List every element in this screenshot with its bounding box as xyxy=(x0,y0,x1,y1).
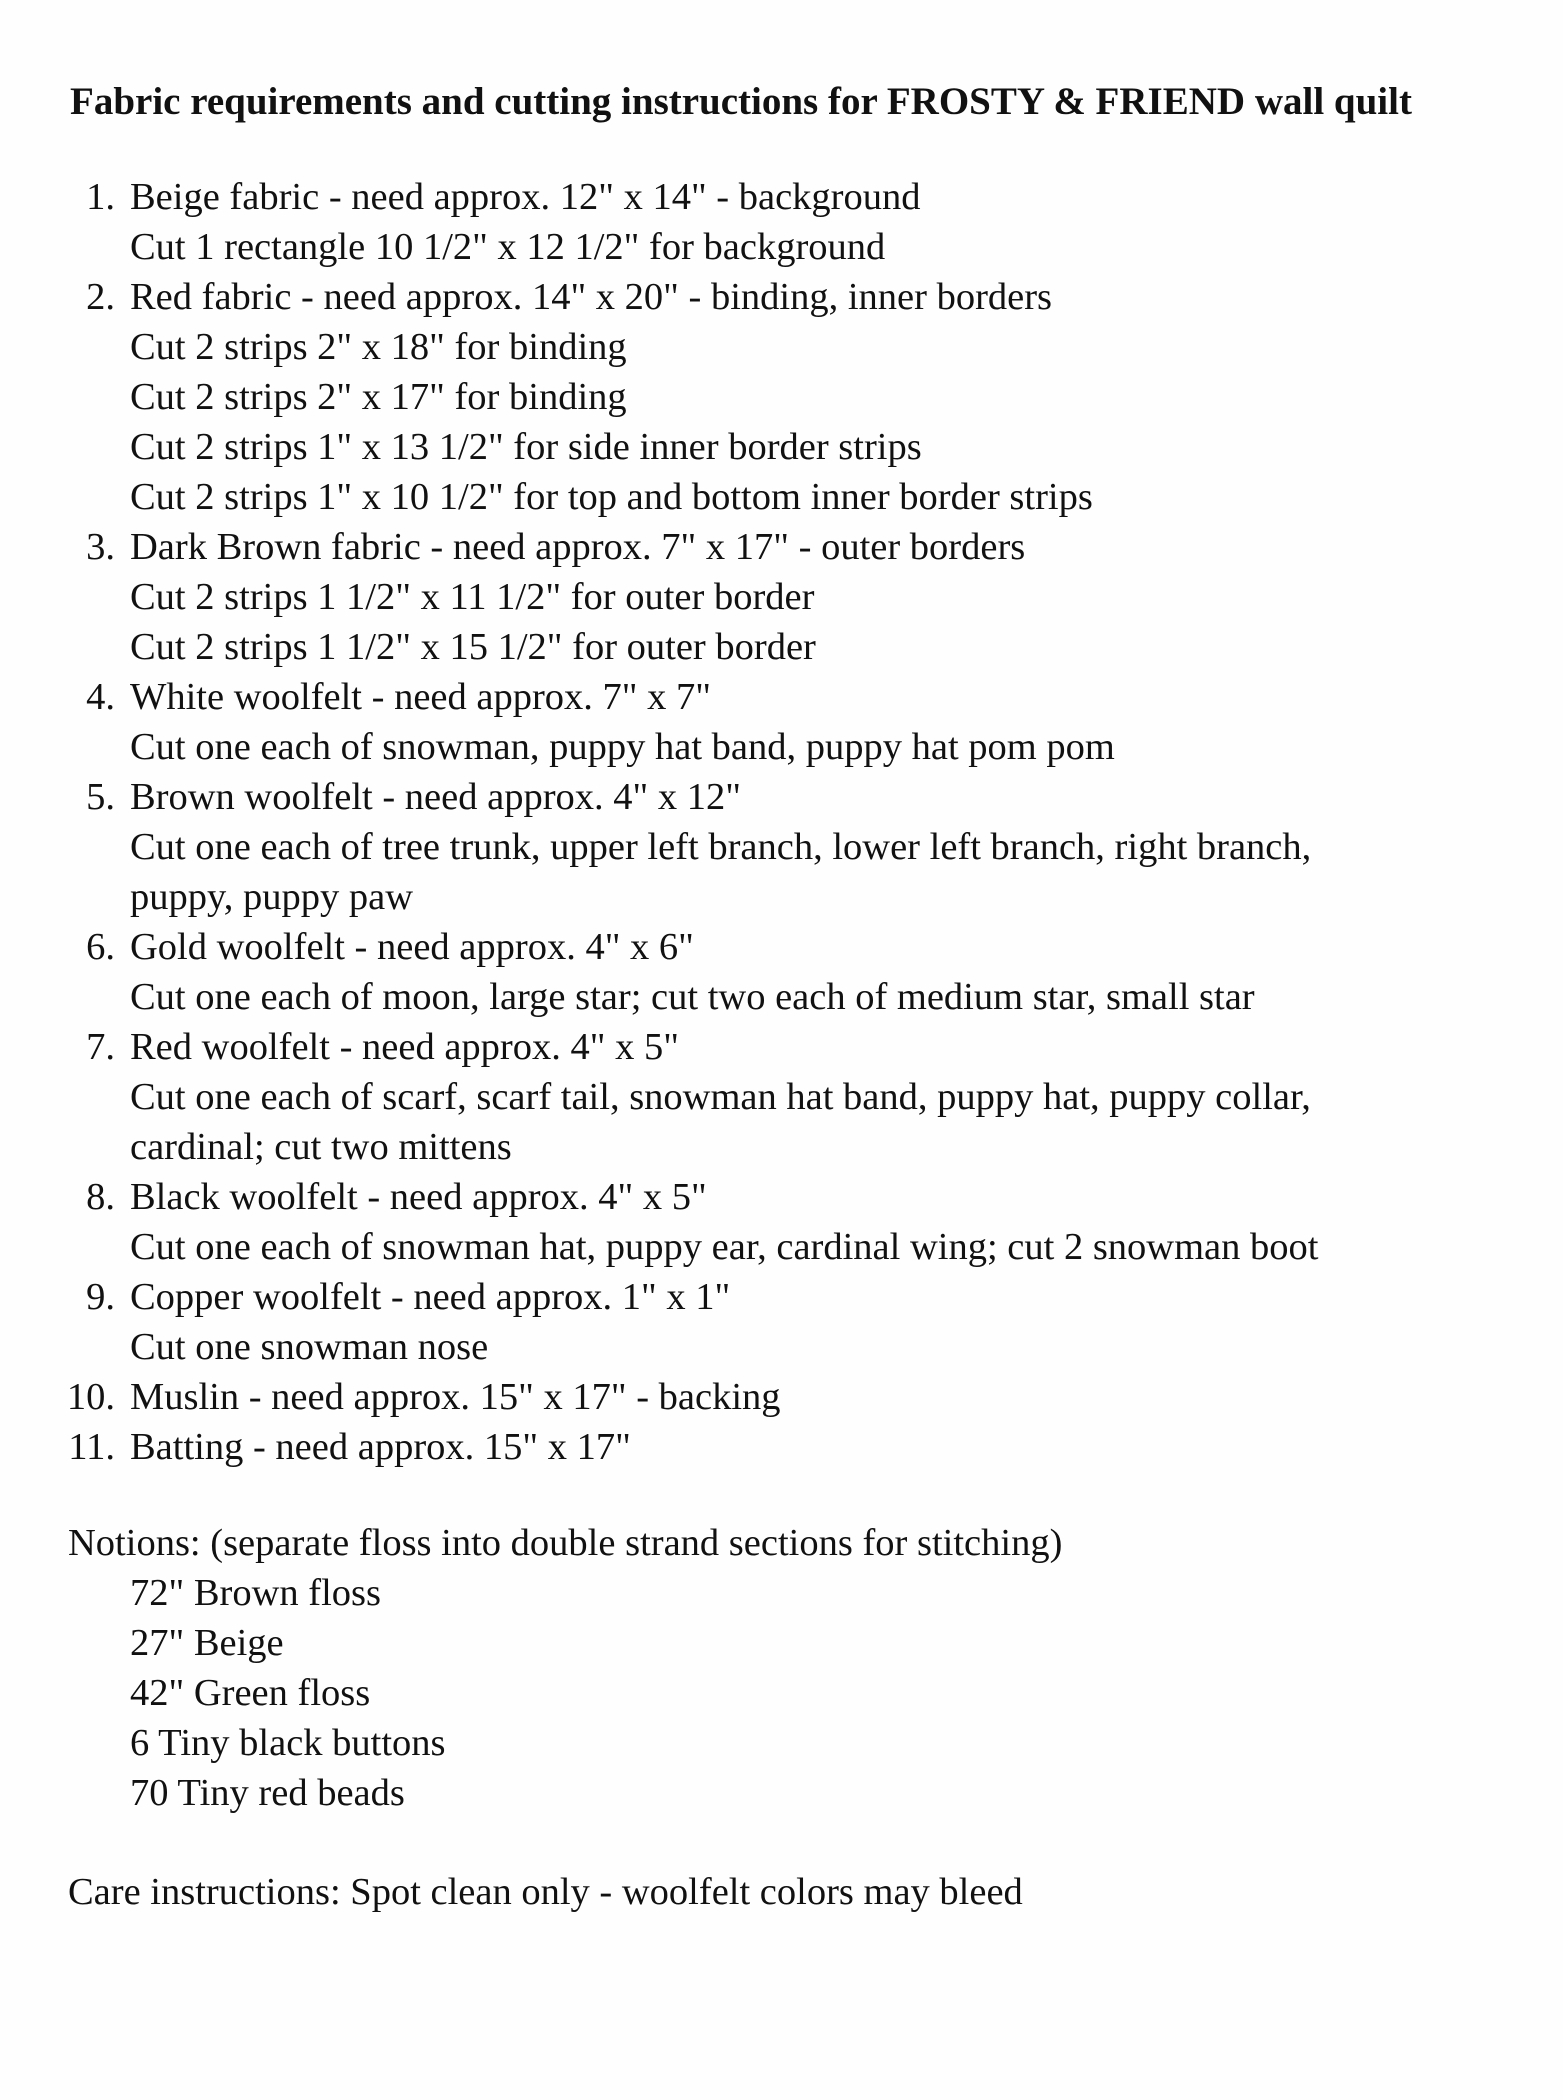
item-line: White woolfelt - need approx. 7" x 7" xyxy=(130,676,711,718)
care-instructions: Care instructions: Spot clean only - woolfelt colors may bleed xyxy=(68,1871,1023,1913)
item-line: Cut one each of snowman hat, puppy ear, cardinal wing; cut 2 snowman boot xyxy=(130,1226,1319,1268)
item-number: 10. xyxy=(66,1376,115,1418)
list-item xyxy=(0,672,1563,772)
item-line: Cut one each of snowman, puppy hat band, puppy hat pom pom xyxy=(130,726,1115,768)
item-line: puppy, puppy paw xyxy=(130,876,414,918)
list-item xyxy=(0,772,1563,922)
list-item xyxy=(0,1172,1563,1272)
notions-heading: Notions: (separate floss into double strand sections for stitching) xyxy=(68,1522,1063,1564)
list-item xyxy=(0,522,1563,672)
notion-item: 70 Tiny red beads xyxy=(130,1772,405,1814)
item-number: 8. xyxy=(86,1176,115,1218)
item-number: 1. xyxy=(86,176,115,218)
item-line: Brown woolfelt - need approx. 4" x 12" xyxy=(130,776,741,818)
item-number: 5. xyxy=(86,776,115,818)
list-item xyxy=(0,1022,1563,1172)
item-line: Batting - need approx. 15" x 17" xyxy=(130,1426,631,1468)
item-line: Cut one each of moon, large star; cut two each of medium star, small star xyxy=(130,976,1255,1018)
notion-item: 27" Beige xyxy=(130,1622,284,1664)
item-line: Cut 2 strips 1" x 10 1/2" for top and bottom inner border strips xyxy=(130,476,1093,518)
item-line: Cut 1 rectangle 10 1/2" x 12 1/2" for background xyxy=(130,226,886,268)
item-number: 11. xyxy=(68,1426,115,1468)
item-line: Cut one each of scarf, scarf tail, snowman hat band, puppy hat, puppy collar, xyxy=(130,1076,1311,1118)
item-line: Cut one snowman nose xyxy=(130,1326,489,1368)
item-number: 6. xyxy=(86,926,115,968)
notion-item: 6 Tiny black buttons xyxy=(130,1722,446,1764)
notion-item: 72" Brown floss xyxy=(130,1572,382,1614)
item-line: Red woolfelt - need approx. 4" x 5" xyxy=(130,1026,679,1068)
item-line: Cut 2 strips 1" x 13 1/2" for side inner border strips xyxy=(130,426,922,468)
page-title: Fabric requirements and cutting instructions for FROSTY & FRIEND wall quilt xyxy=(70,80,1412,123)
fabric-list xyxy=(0,172,1563,1472)
list-item xyxy=(0,172,1563,272)
item-line: Cut 2 strips 2" x 18" for binding xyxy=(130,326,627,368)
item-number: 4. xyxy=(86,676,115,718)
item-number: 9. xyxy=(86,1276,115,1318)
item-line: cardinal; cut two mittens xyxy=(130,1126,512,1168)
item-line: Copper woolfelt - need approx. 1" x 1" xyxy=(130,1276,731,1318)
item-line: Beige fabric - need approx. 12" x 14" - background xyxy=(130,176,921,218)
list-item xyxy=(0,922,1563,1022)
item-line: Cut 2 strips 1 1/2" x 15 1/2" for outer border xyxy=(130,626,816,668)
item-line: Gold woolfelt - need approx. 4" x 6" xyxy=(130,926,694,968)
notions-list xyxy=(68,1568,1062,1818)
item-line: Black woolfelt - need approx. 4" x 5" xyxy=(130,1176,707,1218)
notions-section xyxy=(68,1518,1062,1818)
notion-item: 42" Green floss xyxy=(130,1672,371,1714)
item-line: Cut 2 strips 1 1/2" x 11 1/2" for outer border xyxy=(130,576,815,618)
item-line: Dark Brown fabric - need approx. 7" x 17" - outer borders xyxy=(130,526,1026,568)
item-number: 7. xyxy=(86,1026,115,1068)
item-number: 2. xyxy=(86,276,115,318)
list-item xyxy=(0,1272,1563,1372)
item-line: Red fabric - need approx. 14" x 20" - binding, inner borders xyxy=(130,276,1053,318)
item-number: 3. xyxy=(86,526,115,568)
item-line: Cut 2 strips 2" x 17" for binding xyxy=(130,376,627,418)
list-item xyxy=(0,272,1563,522)
item-line: Muslin - need approx. 15" x 17" - backing xyxy=(130,1376,781,1418)
list-item xyxy=(0,1422,1563,1472)
item-line: Cut one each of tree trunk, upper left branch, lower left branch, right branch, xyxy=(130,826,1312,868)
list-item xyxy=(0,1372,1563,1422)
